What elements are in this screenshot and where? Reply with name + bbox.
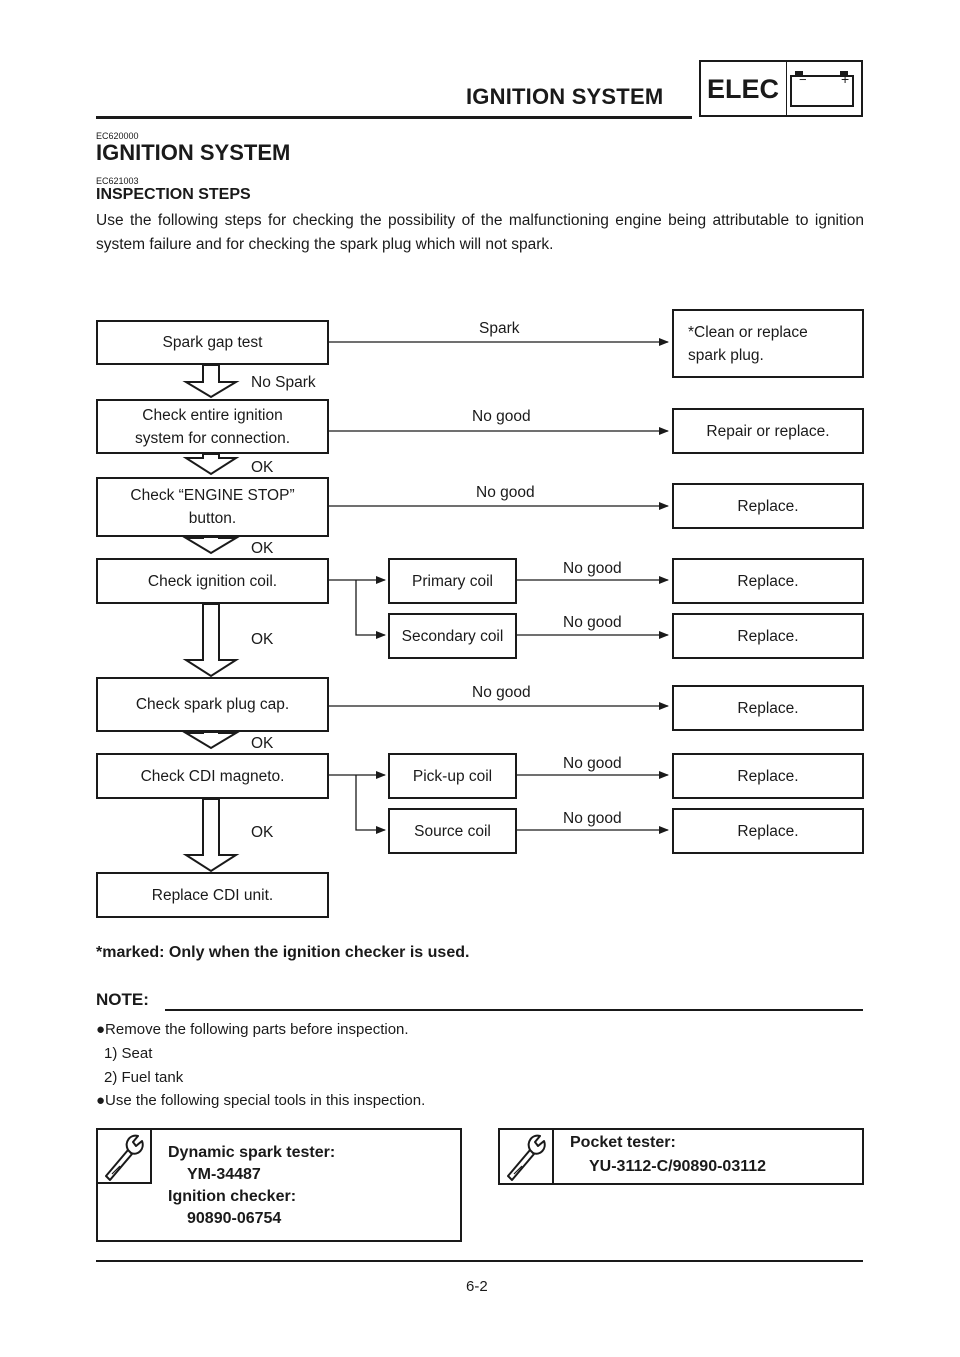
note-rule <box>165 1009 863 1011</box>
note-line: ●Remove the following parts before inspection. <box>96 1021 409 1038</box>
component-pickup-coil: Pick-up coil <box>388 753 517 799</box>
tool-box-spark-tester <box>96 1128 462 1242</box>
tool-name: Pocket tester: <box>570 1134 676 1151</box>
step-check-spark-plug-cap: Check spark plug cap. <box>96 677 329 732</box>
battery-plus-sign: + <box>841 71 850 87</box>
result-replace: Replace. <box>672 808 864 854</box>
arrow-label-no-good: No good <box>563 560 622 577</box>
step-replace-cdi-unit: Replace CDI unit. <box>96 872 329 918</box>
down-arrow <box>186 604 236 676</box>
step-check-engine-stop: Check “ENGINE STOP” button. <box>96 477 329 537</box>
step-check-ignition-connection: Check entire ignition system for connection. <box>96 399 329 454</box>
component-primary-coil: Primary coil <box>388 558 517 604</box>
arrow-label-no-good: No good <box>563 755 622 772</box>
arrow-label-no-good: No good <box>472 684 531 701</box>
arrow-label-no-good: No good <box>472 408 531 425</box>
elec-badge-text: ELEC <box>707 74 780 104</box>
result-repair-or-replace: Repair or replace. <box>672 408 864 454</box>
down-arrow <box>186 799 236 871</box>
component-secondary-coil: Secondary coil <box>388 613 517 659</box>
down-arrow <box>186 365 236 397</box>
arrow-label-no-good: No good <box>563 810 622 827</box>
section-code: EC620000 <box>96 131 139 141</box>
section-subtitle: INSPECTION STEPS <box>96 186 251 203</box>
page-title: IGNITION SYSTEM <box>96 140 291 165</box>
tool-box-pocket-tester <box>498 1128 864 1185</box>
intro-paragraph: Use the following steps for checking the possibility of the malfunctioning engine being attributable to ignition system failure and for checking the spark plug which will not spark. <box>96 212 864 253</box>
down-arrow <box>186 537 236 553</box>
tool-name: Dynamic spark tester: <box>168 1144 336 1161</box>
tool-part-number: YU-3112-C/90890-03112 <box>589 1158 767 1175</box>
step-check-cdi-magneto: Check CDI magneto. <box>96 753 329 799</box>
component-source-coil: Source coil <box>388 808 517 854</box>
note-line: 1) Seat <box>104 1045 153 1062</box>
tool-part-number: 90890-06754 <box>187 1210 282 1227</box>
result-clean-or-replace: *Clean or replace spark plug. <box>672 309 864 378</box>
label-ok: OK <box>251 824 274 841</box>
tool-name: Ignition checker: <box>168 1188 297 1205</box>
result-replace: Replace. <box>672 753 864 799</box>
result-replace: Replace. <box>672 558 864 604</box>
arrow-label-no-good: No good <box>476 484 535 501</box>
label-ok: OK <box>251 540 274 557</box>
tool-part-number: YM-34487 <box>187 1166 261 1183</box>
label-ok: OK <box>251 459 274 476</box>
footnote: *marked: Only when the ignition checker is used. <box>96 944 470 961</box>
wrench-icon <box>98 1130 152 1184</box>
battery-minus-sign: − <box>799 72 807 87</box>
subsection-code: EC621003 <box>96 176 139 186</box>
step-spark-gap-test: Spark gap test <box>96 320 329 365</box>
down-arrow <box>186 732 236 748</box>
result-replace: Replace. <box>672 483 864 529</box>
label-ok: OK <box>251 631 274 648</box>
down-arrow <box>186 454 236 474</box>
result-replace: Replace. <box>672 685 864 731</box>
step-check-ignition-coil: Check ignition coil. <box>96 558 329 604</box>
footer-rule <box>96 1260 863 1262</box>
result-replace: Replace. <box>672 613 864 659</box>
note-line: 2) Fuel tank <box>104 1069 184 1086</box>
label-ok: OK <box>251 735 274 752</box>
arrow-label-no-good: No good <box>563 614 622 631</box>
arrow-label-spark: Spark <box>479 320 520 337</box>
note-line: ●Use the following special tools in this inspection. <box>96 1092 426 1109</box>
wrench-icon <box>500 1130 554 1183</box>
page-number: 6-2 <box>466 1278 488 1295</box>
label-no-spark: No Spark <box>251 374 316 391</box>
header-section-title: IGNITION SYSTEM <box>466 84 664 109</box>
note-title: NOTE: <box>96 990 149 1009</box>
